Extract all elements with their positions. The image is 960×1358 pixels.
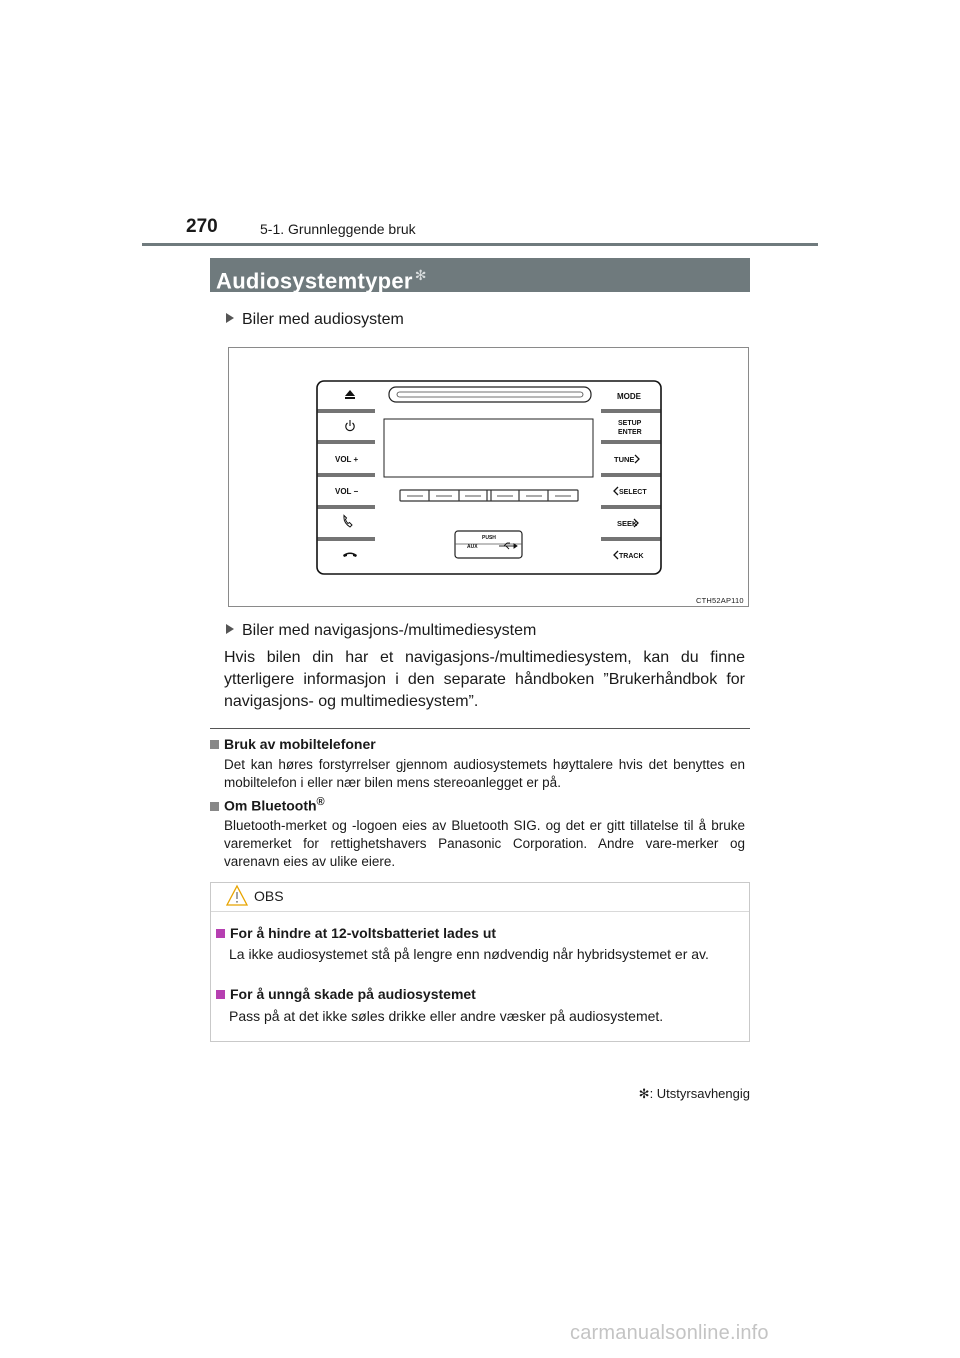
triangle-bullet-icon <box>226 624 234 634</box>
watermark: carmanualsonline.info <box>570 1322 769 1344</box>
vol-minus-label: VOL − <box>335 487 359 496</box>
note-heading <box>210 736 376 752</box>
note-heading <box>210 796 325 814</box>
header-rule <box>142 243 818 246</box>
footnote-text: : Utstyrsavhengig <box>649 1086 750 1101</box>
obs-item-title: For å hindre at 12-voltsbatteriet lades ut <box>230 925 497 941</box>
triangle-bullet-icon <box>226 313 234 323</box>
bullet-audio-system <box>226 311 404 329</box>
obs-title: OBS <box>254 888 284 904</box>
registered-mark: ® <box>316 796 325 808</box>
warning-icon <box>225 884 249 908</box>
bullet-text: Biler med navigasjons-/multimediesystem <box>242 622 537 639</box>
tune-label: TUNE <box>614 455 635 464</box>
obs-header <box>211 883 749 912</box>
square-bullet-icon <box>216 929 225 938</box>
note-title: Bruk av mobiltelefoner <box>224 736 376 752</box>
footnote-mark: ✻ <box>638 1086 650 1101</box>
obs-item-heading <box>216 986 476 1002</box>
divider <box>210 728 750 729</box>
obs-item-heading <box>216 925 496 941</box>
section-title: Audiosystemtyper <box>216 268 413 294</box>
square-bullet-icon <box>210 740 219 749</box>
aux-label: AUX <box>467 544 478 550</box>
note-body: Det kan høres forstyrrelser gjennom audiosystemets høyttalere hvis det benyttes en mobiltelefon i eller nær bilen mens stereoanlegget er på. <box>224 757 745 790</box>
bullet-text: Biler med audiosystem <box>242 311 404 328</box>
section-title-bar <box>210 258 750 292</box>
obs-item-body: Pass på at det ikke søles drikke eller andre væsker på audiosystemet. <box>229 1008 664 1024</box>
breadcrumb: 5-1. Grunnleggende bruk <box>260 221 416 237</box>
square-bullet-icon <box>210 802 219 811</box>
square-bullet-icon <box>216 990 225 999</box>
audio-unit-figure <box>228 347 749 607</box>
section-title-mark: ✻ <box>414 267 427 283</box>
note-body: Bluetooth-merket og -logoen eies av Bluetooth SIG. og det er gitt tillatelse til å bruke varemerket for rettighetshavers Panasonic Corporation. Andre vare-merker og varenavn eies av ulike eiere. <box>224 818 745 869</box>
mode-label: MODE <box>617 392 641 401</box>
obs-item-title: For å unngå skade på audiosystemet <box>230 986 476 1002</box>
obs-item-body: La ikke audiosystemet stå på lengre enn nødvendig når hybridsystemet er av. <box>229 946 709 962</box>
navigation-paragraph: Hvis bilen din har et navigasjons-/multimediesystem, kan du finne ytterligere informasjon i den separate håndboken ”Brukerhåndbok for navigasjons- og multimediesystem”. <box>224 649 745 710</box>
page-number: 270 <box>186 216 218 237</box>
setup-label: SETUP <box>618 420 642 427</box>
select-label: SELECT <box>619 489 647 496</box>
audio-unit-illustration <box>229 348 748 606</box>
vol-plus-label: VOL + <box>335 455 359 464</box>
footnote <box>610 1086 750 1102</box>
push-label: PUSH <box>482 535 496 541</box>
figure-code: CTH52AP110 <box>696 596 744 605</box>
track-label: TRACK <box>619 553 644 560</box>
enter-label: ENTER <box>618 429 642 436</box>
bullet-navigation-system <box>226 622 536 640</box>
note-title: Om Bluetooth <box>224 797 317 814</box>
seek-label: SEEK <box>617 519 638 528</box>
